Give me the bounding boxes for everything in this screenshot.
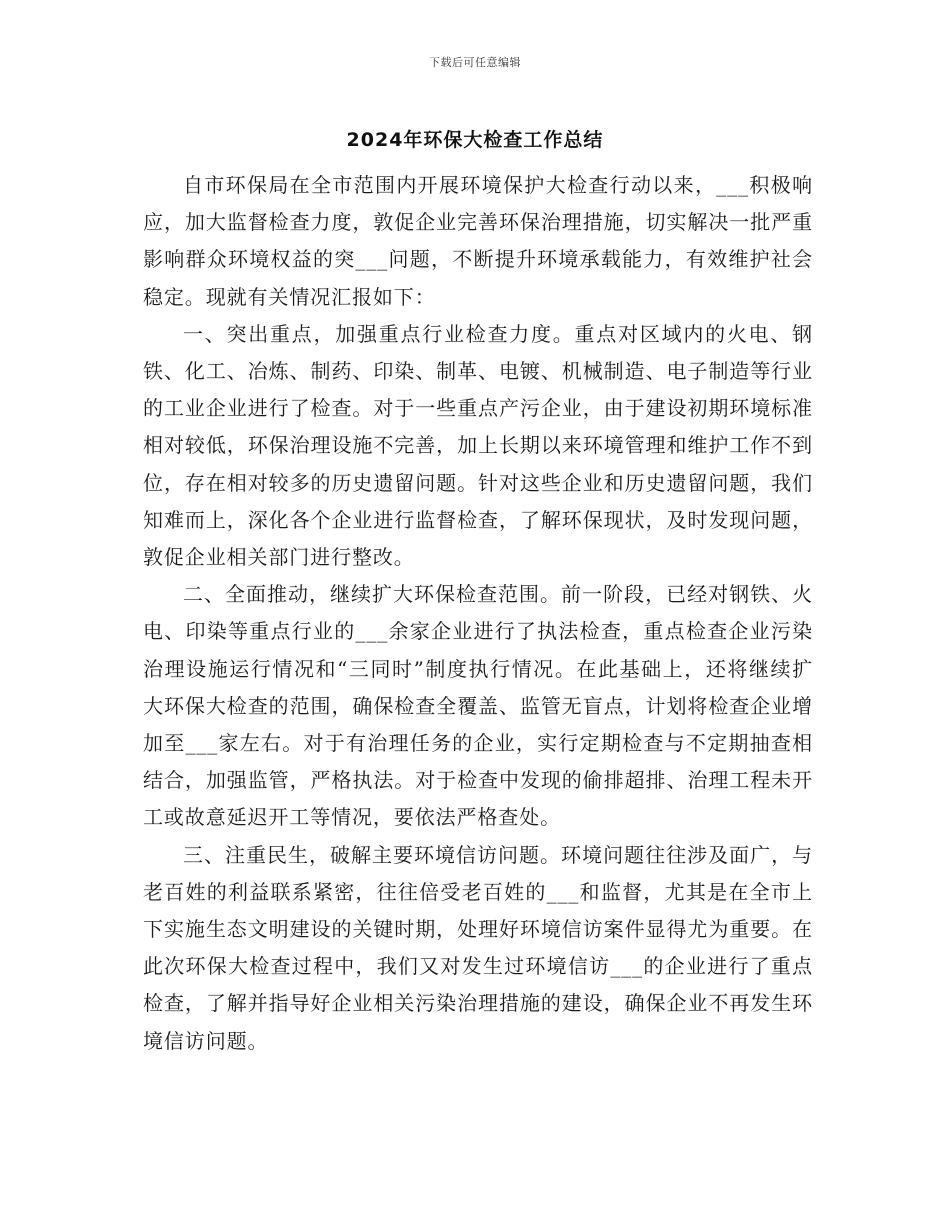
paragraph-section-2: 二、全面推动，继续扩大环保检查范围。前一阶段，已经对钢铁、火电、印染等重点行业的___余家企业进行了执法检查，重点检查企业污染治理设施运行情况和“三同时”制度执行情况。在此基础上，还将继续扩大环保大检查的范围，确保检查全覆盖、监管无盲点，计划将检查企业增加至___家左右。对于有治理任务的企业，实行定期检查与不定期抽查相结合，加强监管，严格执法。对于检查中发现的偷排超排、治理工程未开工或故意延迟开工等情况，要依法严格查处。 [143,582,813,830]
document-body [143,167,813,1060]
paragraph-section-3: 三、注重民生，破解主要环境信访问题。环境问题往往涉及面广，与老百姓的利益联系紧密，往往倍受老百姓的___和监督，尤其是在全市上下实施生态文明建设的关键时期，处理好环境信访案件显得尤为重要。在此次环保大检查过程中，我们又对发生过环境信访___的企业进行了重点检查，了解并指导好企业相关污染治理措施的建设，确保企业不再发生环境信访问题。 [143,842,813,1053]
header-note: 下载后可任意编辑 [429,56,521,69]
document-title: 2024年环保大检查工作总结 [346,129,604,151]
paragraph-section-1: 一、突出重点，加强重点行业检查力度。重点对区域内的火电、钢铁、化工、冶炼、制药、印染、制革、电镀、机械制造、电子制造等行业的工业企业进行了检查。对于一些重点产污企业，由于建设初期环境标准相对较低，环保治理设施不完善，加上长期以来环境管理和维护工作不到位，存在相对较多的历史遗留问题。针对这些企业和历史遗留问题，我们知难而上，深化各个企业进行监督检查，了解环保现状，及时发现问题，敦促企业相关部门进行整改。 [143,321,813,570]
paragraph-intro: 自市环保局在全市范围内开展环境保护大检查行动以来，___积极响应，加大监督检查力度，敦促企业完善环保治理措施，切实解决一批严重影响群众环境权益的突___问题，不断提升环境承载能力，有效维护社会稳定。现就有关情况汇报如下： [143,173,813,309]
